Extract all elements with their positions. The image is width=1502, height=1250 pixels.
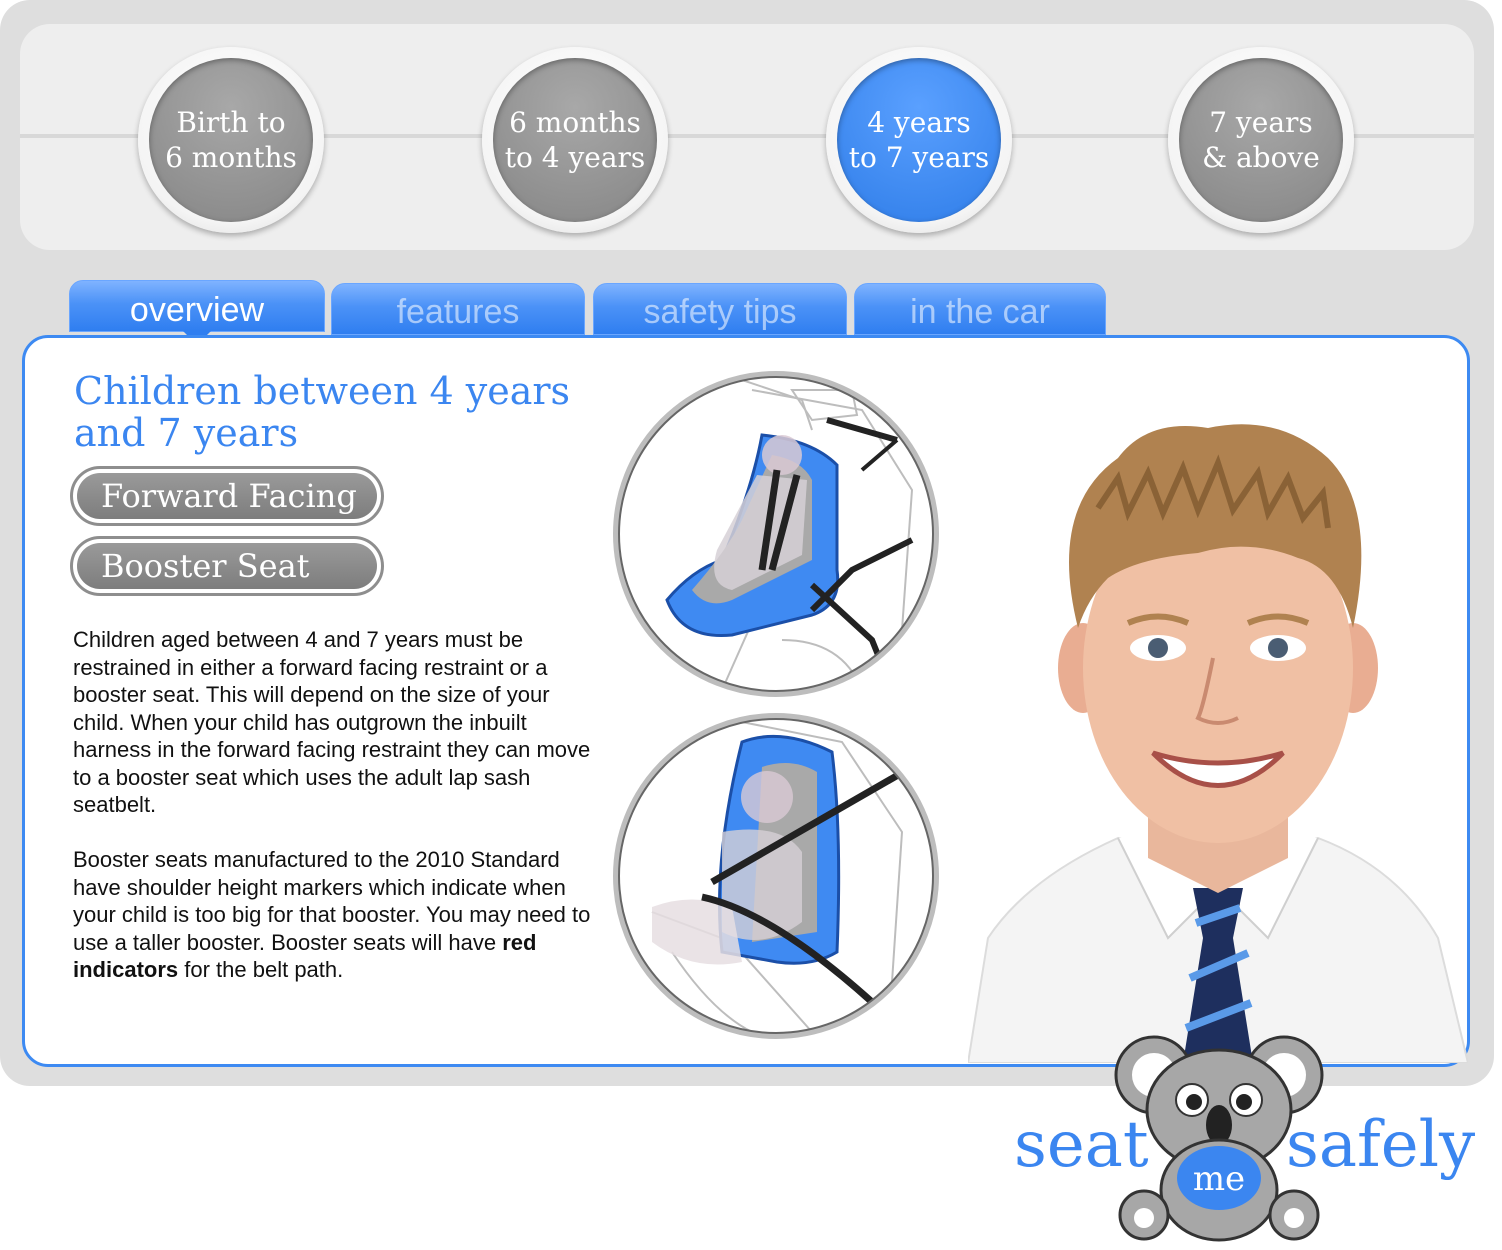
forward-facing-seat-diagram (612, 370, 940, 698)
age-label-line1: Birth to (176, 106, 286, 139)
tab-features[interactable] (331, 283, 585, 335)
brand-text-seat: seat (1014, 1108, 1149, 1182)
tab-label: overview (129, 291, 265, 329)
page-title (74, 370, 594, 454)
brand-text-me: me (1192, 1159, 1246, 1199)
description-paragraph-2 (73, 846, 593, 984)
tab-label: safety tips (643, 293, 797, 331)
title-line1: Children between 4 years (74, 369, 571, 413)
age-label-line2: & above (1202, 141, 1320, 174)
age-label-line2: to 7 years (848, 141, 990, 174)
booster-seat-button[interactable] (70, 536, 384, 596)
brand-text-safely: safely (1286, 1108, 1476, 1182)
age-label-line2: 6 months (165, 141, 297, 174)
tab-safety-tips[interactable] (593, 283, 847, 335)
age-button-birth-to-6-months[interactable] (138, 47, 324, 233)
title-line2: and 7 years (74, 411, 299, 455)
forward-facing-button[interactable] (70, 466, 384, 526)
age-button-4-to-7-years[interactable] (826, 47, 1012, 233)
booster-seat-label: Booster Seat (77, 543, 377, 589)
tab-in-the-car[interactable] (854, 283, 1106, 335)
child-photo (968, 418, 1468, 1063)
booster-seat-diagram (612, 712, 940, 1040)
age-button-7-years-and-above[interactable] (1168, 47, 1354, 233)
para2-text-end: for the belt path. (178, 957, 344, 982)
red-indicators-text: red indicators (73, 929, 537, 982)
age-label-line1: 6 months (509, 106, 641, 139)
koala-logo (1114, 1030, 1324, 1245)
tab-label: features (396, 293, 520, 331)
age-label-line1: 4 years (867, 106, 971, 139)
tab-label: in the car (910, 293, 1050, 331)
age-label-line2: to 4 years (504, 141, 646, 174)
age-button-6-months-to-4-years[interactable] (482, 47, 668, 233)
description-paragraph-1: Children aged between 4 and 7 years must be restrained in either a forward facing restraint or a booster seat. This will depend on the size of your child. When your child has outgrown the inbuilt harness in the forward facing restraint they can move to a booster seat which uses the adult lap sash seatbelt. (73, 627, 591, 817)
para2-text: Booster seats manufactured to the 2010 Standard have shoulder height markers which indicate when your child is too big for that booster. You may need to use a taller booster. Booster seats will have (73, 847, 591, 955)
forward-facing-label: Forward Facing (77, 473, 377, 519)
tab-overview[interactable] (69, 280, 325, 332)
age-label-line1: 7 years (1209, 106, 1313, 139)
